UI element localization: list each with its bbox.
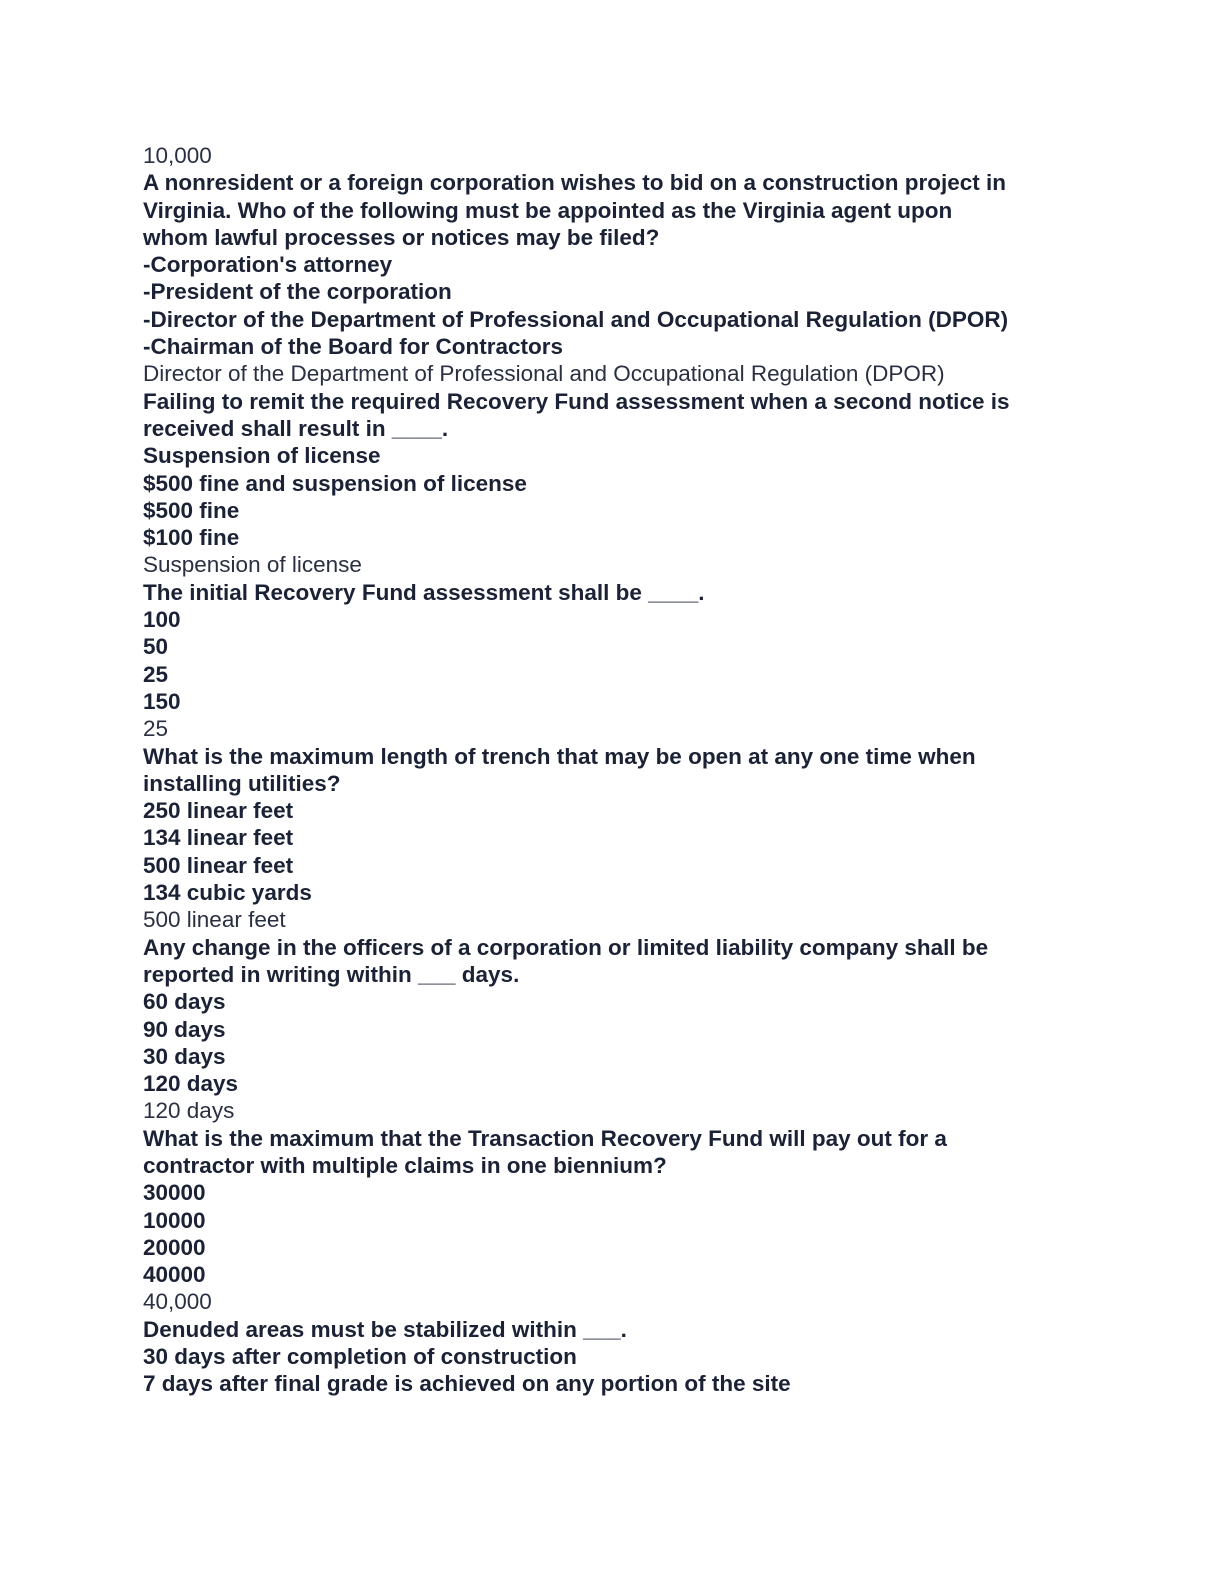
question-or-option-line: reported in writing within ___ days. <box>143 961 520 987</box>
question-or-option-line: 30000 <box>143 1180 206 1206</box>
question-or-option-line: What is the maximum that the Transaction Recovery Fund will pay out for a <box>143 1125 947 1151</box>
question-or-option-line: Any change in the officers of a corporation or limited liability company shall be <box>143 934 989 960</box>
question-or-option-line: A nonresident or a foreign corporation wishes to bid on a construction project in <box>143 170 1006 196</box>
question-or-option-line: 50 <box>143 634 169 660</box>
question-or-option-line: What is the maximum length of trench that may be open at any one time when <box>143 743 976 769</box>
document-body <box>143 142 1083 1398</box>
question-or-option-line: 500 linear feet <box>143 852 294 878</box>
question-or-option-line: Virginia. Who of the following must be appointed as the Virginia agent upon <box>143 197 953 223</box>
question-or-option-line: 7 days after final grade is achieved on any portion of the site <box>143 1371 791 1397</box>
question-or-option-line: 90 days <box>143 1016 226 1042</box>
question-or-option-line: $100 fine <box>143 525 240 551</box>
question-or-option-line: 30 days <box>143 1043 226 1069</box>
question-or-option-line: 120 days <box>143 1071 239 1097</box>
question-or-option-line: Failing to remit the required Recovery Fund assessment when a second notice is <box>143 388 1010 414</box>
answer-line: 40,000 <box>143 1289 212 1315</box>
question-or-option-line: installing utilities? <box>143 770 341 796</box>
question-or-option-line: 134 linear feet <box>143 825 294 851</box>
question-or-option-line: 150 <box>143 688 181 714</box>
question-or-option-line: -Director of the Department of Professional and Occupational Regulation (DPOR) <box>143 306 1009 332</box>
question-or-option-line: Suspension of license <box>143 443 381 469</box>
answer-line: 10,000 <box>143 143 212 168</box>
question-or-option-line: Denuded areas must be stabilized within ___. <box>143 1316 627 1342</box>
question-or-option-line: 60 days <box>143 989 226 1015</box>
question-or-option-line: $500 fine and suspension of license <box>143 470 527 496</box>
question-or-option-line: contractor with multiple claims in one biennium? <box>143 1152 667 1178</box>
question-or-option-line: 20000 <box>143 1234 206 1260</box>
question-or-option-line: 30 days after completion of construction <box>143 1344 577 1370</box>
answer-line: Director of the Department of Professional and Occupational Regulation (DPOR) <box>143 361 945 387</box>
question-or-option-line: $500 fine <box>143 497 240 523</box>
question-or-option-line: The initial Recovery Fund assessment shall be ____. <box>143 579 705 605</box>
question-or-option-line: whom lawful processes or notices may be filed? <box>143 224 660 250</box>
question-or-option-line: 10000 <box>143 1207 206 1233</box>
answer-line: Suspension of license <box>143 552 362 578</box>
question-or-option-line: -Corporation's attorney <box>143 252 393 278</box>
question-or-option-line: 134 cubic yards <box>143 880 312 906</box>
answer-line: 25 <box>143 716 169 742</box>
question-or-option-line: received shall result in ____. <box>143 415 449 441</box>
answer-line: 500 linear feet <box>143 907 286 933</box>
question-or-option-line: -Chairman of the Board for Contractors <box>143 334 564 360</box>
question-or-option-line: 25 <box>143 661 169 687</box>
question-or-option-line: 250 linear feet <box>143 798 294 824</box>
question-or-option-line: 100 <box>143 607 181 633</box>
question-or-option-line: -President of the corporation <box>143 279 452 305</box>
question-or-option-line: 40000 <box>143 1262 206 1288</box>
answer-line: 120 days <box>143 1098 235 1124</box>
